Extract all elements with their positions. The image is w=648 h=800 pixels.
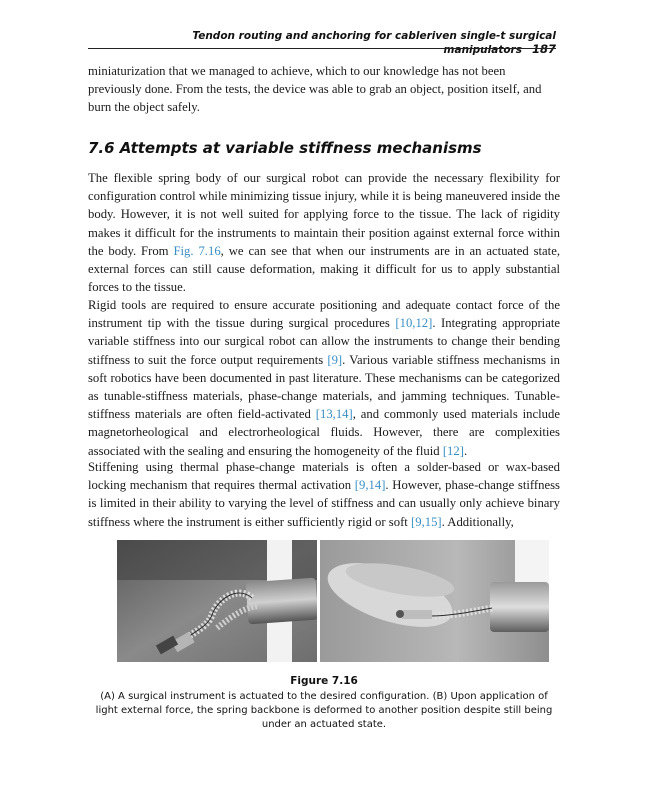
paragraph-1	[88, 169, 560, 296]
paragraph-text: , and commonly used materials include magnetorheological and electrorheological fluids. However, there are complexities associated with the sealing and ensuring the homogeneity of the fluid	[88, 407, 560, 458]
citation-link[interactable]: [9]	[327, 352, 343, 367]
instrument-deformed-image	[320, 540, 549, 662]
paragraph-text: , we can see that when our instruments are in an actuated state, external forces can still cause deformation, making it difficult for us to apply substantial forces to the tissue.	[88, 243, 560, 295]
text-line: burn the object safely.	[88, 100, 200, 114]
text-line: previously done. From the tests, the device was able to grab an object, position itself, and	[88, 82, 542, 96]
paragraph-text: .	[463, 443, 468, 458]
paragraph-text: Stiffening using thermal phase-change materials is often a solder-based or wax-based locking mechanism that requires thermal activation	[88, 460, 560, 493]
header-rule	[88, 48, 556, 49]
page-number: 187	[531, 42, 556, 56]
paragraph-text: The flexible spring body of our surgical robot can provide the necessary flexibility for configuration control while minimizing tissue injury, while it is being maneuvered inside the body. However, it is not well suited for applying force to the tissue. The lack of rigidity makes it difficult for the instruments to maintain their position against external force within the body. From	[88, 171, 560, 258]
figure-link[interactable]: Fig. 7.16	[173, 243, 221, 258]
paragraph-text: . Various variable stiffness mechanisms in soft robotics have been documented in past literature. These mechanisms can be categorized as tunable-stiffness materials, phase-change materials, and jamming techniques. Tunable-stiffness materials are often field-activated	[88, 352, 560, 422]
figure-panel-b-photo	[320, 540, 549, 662]
text-line: miniaturization that we managed to achieve, which to our knowledge has not been	[88, 64, 506, 78]
citation-link[interactable]: [10,12]	[395, 316, 433, 331]
paragraph-2	[88, 296, 560, 460]
instrument-actuated-image	[117, 540, 317, 662]
paragraph-text: . Additionally,	[441, 514, 514, 529]
figure-caption: (A) A surgical instrument is actuated to the desired configuration. (B) Upon application of light external force, the spring backbone is deformed to another position despite still being under an actuated state.	[95, 691, 553, 730]
section-heading: 7.6 Attempts at variable stiffness mechanisms	[88, 139, 482, 157]
citation-link[interactable]: [9,15]	[411, 514, 442, 529]
running-head	[88, 30, 556, 56]
figure-panel-a-photo	[117, 540, 317, 662]
paragraph-3	[88, 458, 560, 531]
figure-7-16	[117, 540, 549, 662]
figure-label: Figure 7.16	[290, 675, 358, 687]
citation-link[interactable]: [13,14]	[315, 407, 353, 422]
paragraph-text: . However, phase-change stiffness is limited in their ability to varying the level of stiffness and can usually only achieve binary stiffness where the instrument is either sufficiently rigid or soft	[88, 478, 560, 529]
citation-link[interactable]: [9,14]	[354, 478, 386, 493]
paragraph-text: . Integrating appropriate variable stiffness into our surgical robot can allow the instruments to change their bending stiffness to suit the force output requirements	[88, 316, 560, 367]
citation-link[interactable]: [12]	[442, 443, 464, 458]
paragraph-text: Rigid tools are required to ensure accurate positioning and adequate contact force of the instrument tip with the tissue during surgical procedures	[88, 298, 560, 331]
running-head-title: Tendon routing and anchoring for cableriven single-t surgical manipulators	[192, 30, 556, 56]
